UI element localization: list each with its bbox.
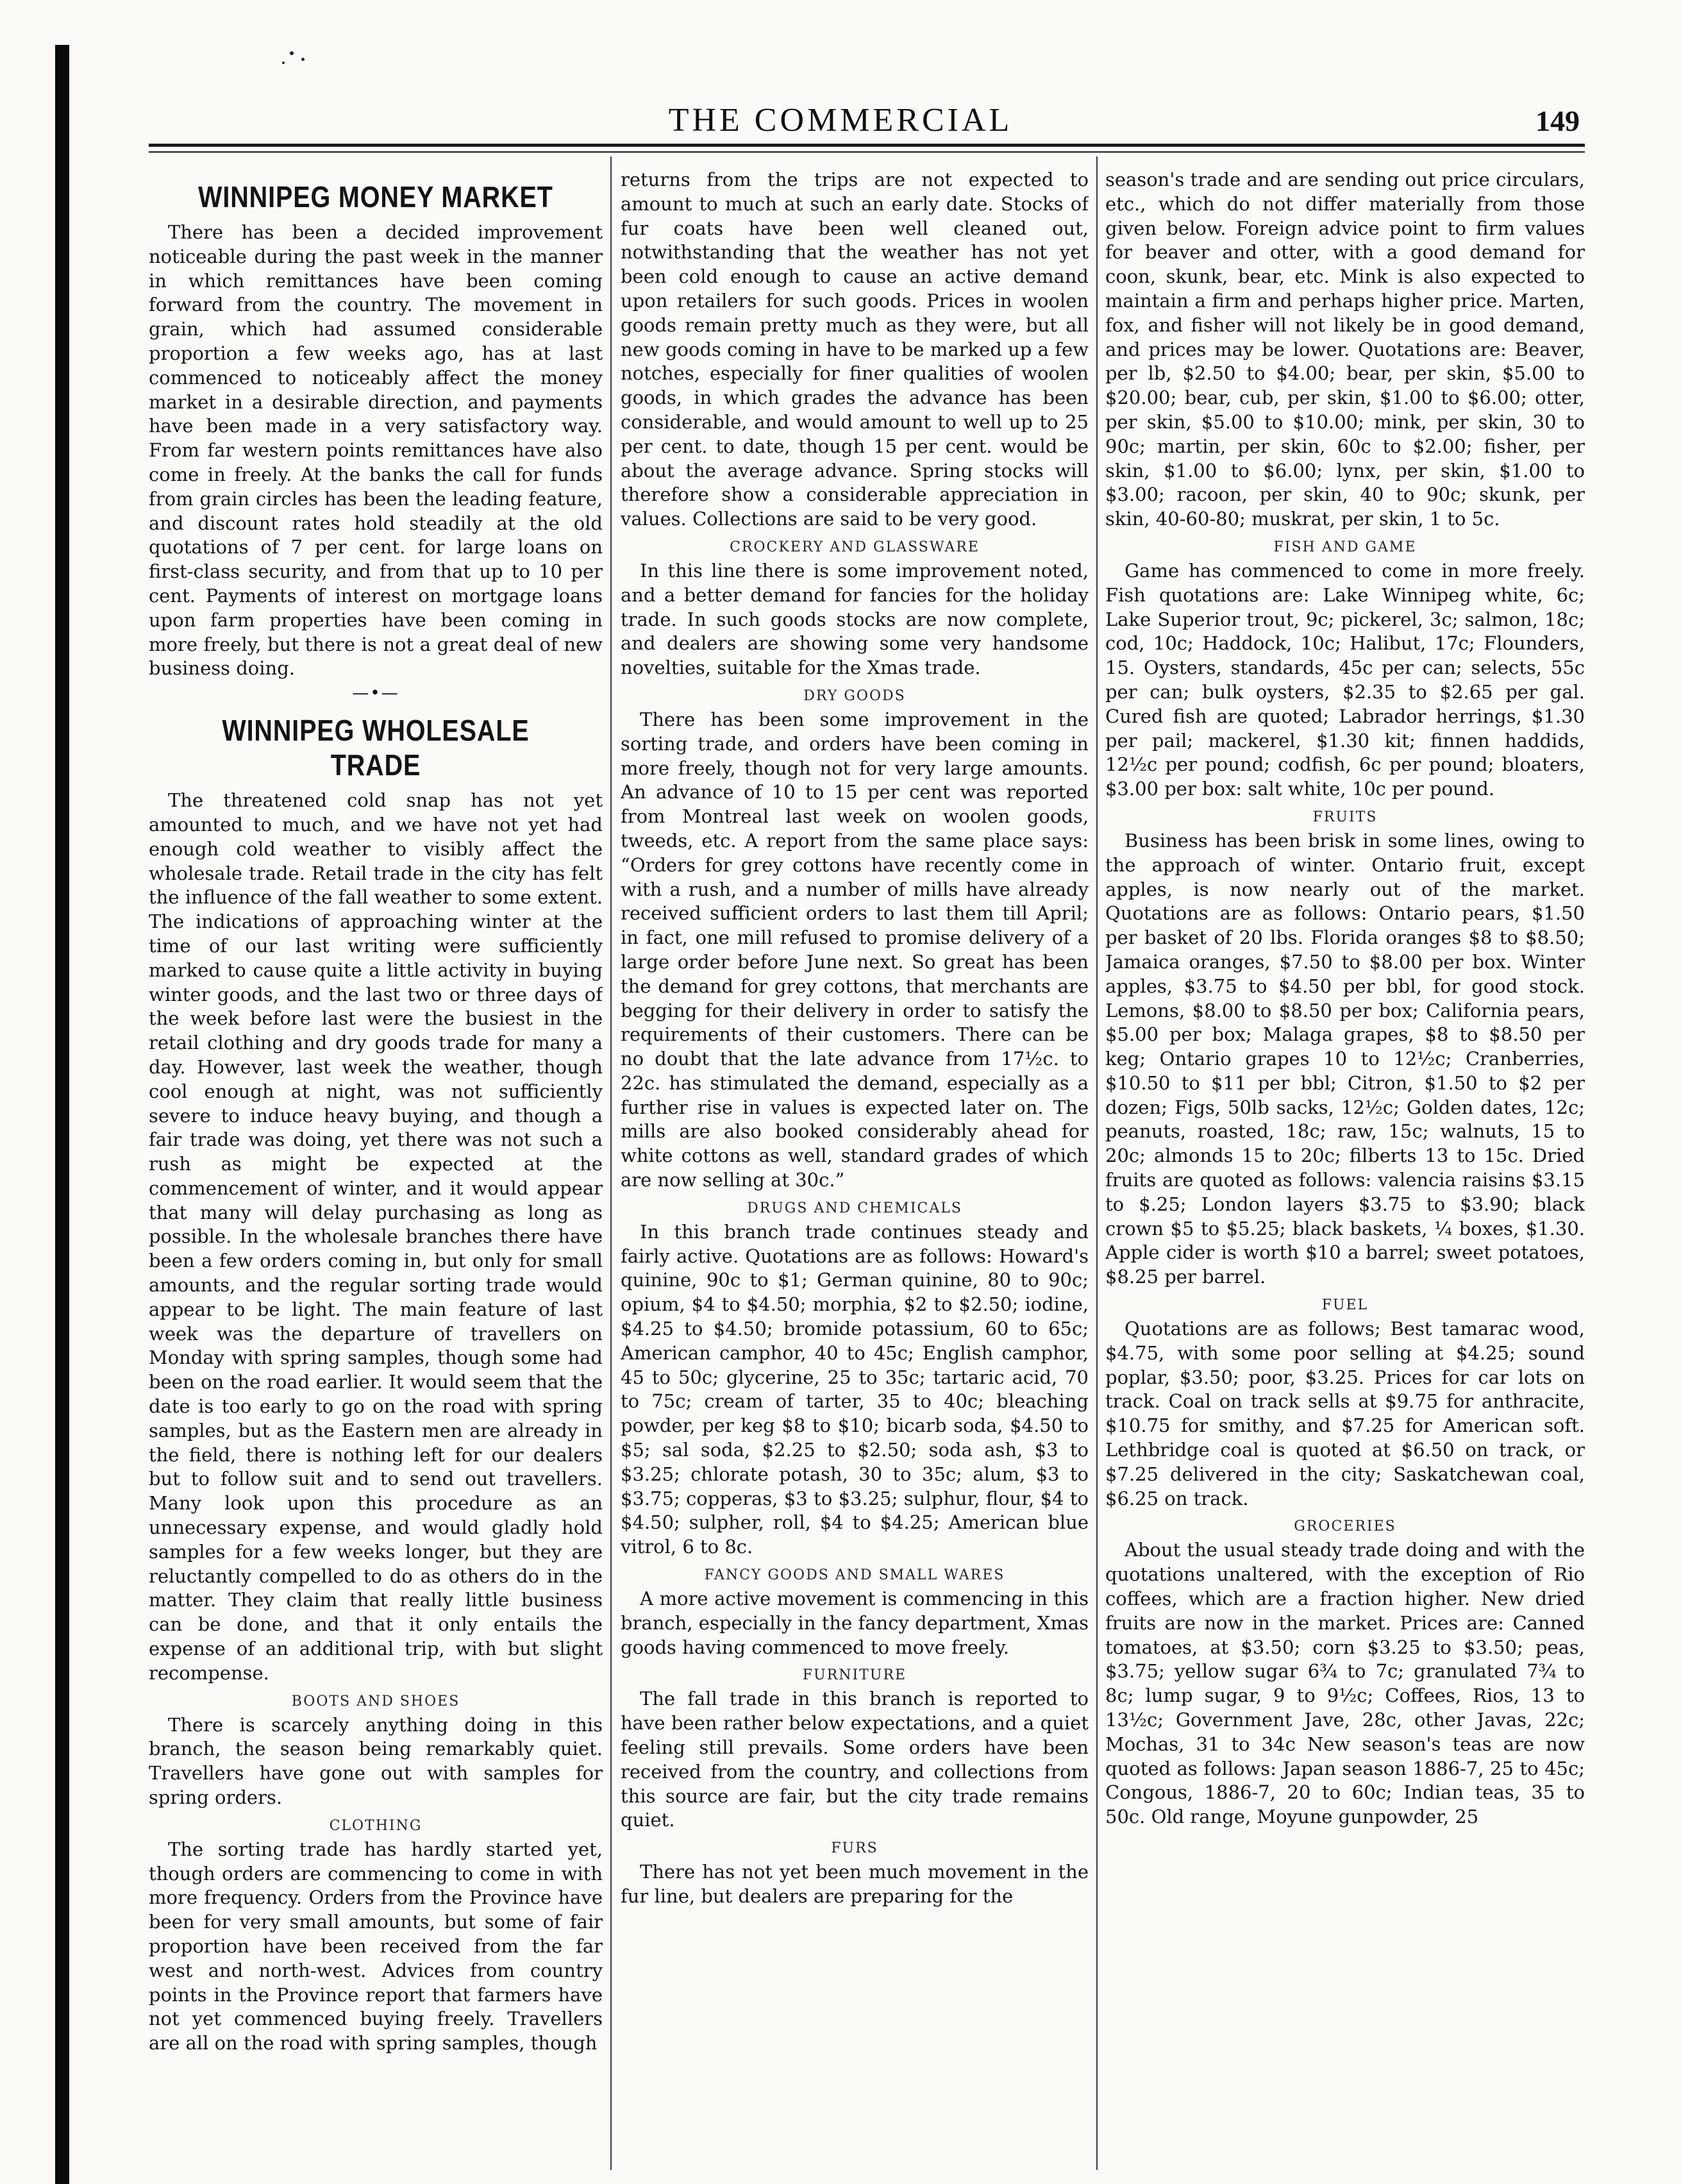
money-market-headline: WINNIPEG MONEY MARKET <box>198 180 553 214</box>
furniture-heading: FURNITURE <box>802 1667 907 1684</box>
fuel-heading: FUEL <box>1321 1297 1369 1314</box>
header-rule-thin <box>149 151 1585 153</box>
dry-goods-heading: DRY GOODS <box>803 687 906 704</box>
crockery-text: In this line there is some improvement noted, and a better demand for fancies for the holiday trade. In such goods stocks are now complete, and dealers are showing some very handsome novelties, suitable for the Xmas trade. <box>621 559 1089 679</box>
groceries-text: About the usual steady trade doing and with the quotations unaltered, with the exception of Rio coffees, which are a fraction higher. New dried fruits are now in the market. Prices are: Canned tomatoes, at $3.50; corn $3.25 to $3.50; peas, $3.75; yellow sugar 6¾ to 7c; granulated 7¾ to 8c; lump sugar, 9 to 9½c; Coffees, Rios, 13 to 13½c; Government Jave, 28c, other Javas, 22c; Mochas, 31 to 34c New season's teas are now quoted as follows: Japan season 1886-7, 25 to 45c; Congous, 1886-7, 20 to 60c; Indian teas, 35 to 50c. Old range, Moyune gunpowder, 25 <box>1105 1539 1585 1828</box>
drugs-text: In this branch trade continues steady and fairly active. Quotations are as follows: Howard's quinine, 90c to $1; German quinine, 80 to 90c; opium, $4 to $4.50; morphia, $2 to $2.50; iodine, $4.25 to $4.50; bromide potassium, 60 to 65c; American camphor, 40 to 45c; English camphor, 45 to 50c; glycerine, 25 to 35c; tartaric acid, 70 to 75c; cream of tarter, 35 to 40c; bleaching powder, per keg $8 to $10; bicarb soda, $4.50 to $5; sal soda, $2.25 to $2.50; soda ash, $3 to $3.25; chlorate potash, 30 to 35c; alum, $3 to $3.75; copperas, $3 to $3.25; sulphur, flour, $4 to $4.50; sulpher, roll, $4 to $4.25; American blue vitrol, 6 to 8c. <box>621 1220 1089 1558</box>
wholesale-trade-headline: WINNIPEG WHOLESALE TRADE <box>222 714 530 782</box>
section-divider: —•— <box>352 684 399 703</box>
page-header-title: THE COMMERCIAL <box>668 102 1013 139</box>
furs-continued-text: season's trade and are sending out price circulars, etc., which do not differ materially from those given below. Foreign advice point to firm values for beaver and otter, with a good demand for coon, skunk, bear, etc. Mink is also expected to maintain a firm and perhaps higher price. Marten, fox, and fisher will not likely be in good demand, and prices may be lower. Quotations are: Beaver, per lb, $2.50 to $4.00; bear, per skin, $5.00 to $20.00; bear, cub, per skin, $1.00 to $6.00; otter, per skin, $5.00 to $10.00; mink, per skin, 30 to 90c; martin, per skin, 60c to $2.00; fisher, per skin, $1.00 to $6.00; lynx, per skin, $1.00 to $3.00; racoon, per skin, 40 to 90c; skunk, per skin, 40-60-80; muskrat, per skin, 1 to 5c. <box>1105 169 1585 530</box>
furniture-text: The fall trade in this branch is reported to have been rather below expectations, and a quiet feeling still prevails. Some orders have been received from the country, and collections from this source are fair, but the city trade remains quiet. <box>621 1688 1089 1831</box>
drugs-heading: DRUGS AND CHEMICALS <box>747 1200 962 1216</box>
column-3 <box>1105 168 1585 2175</box>
fuel-text: Quotations are as follows; Best tamarac wood, $4.75, with some poor selling at $4.25; sound poplar, $3.50; poor, $3.25. Prices for car lots on track. Coal on track sells at $9.75 for anthracite, $10.75 for smithy, and $7.25 for American soft. Lethbridge coal is quoted at $6.50 on track, or $7.25 delivered in the city; Saskatchewan coal, $6.25 on track. <box>1105 1318 1585 1509</box>
furs-heading: FURS <box>831 1840 878 1857</box>
crockery-heading: CROCKERY AND GLASSWARE <box>730 539 980 555</box>
column-2 <box>621 168 1089 2175</box>
ink-speck <box>282 62 285 64</box>
boots-shoes-text: There is scarcely anything doing in this branch, the season being remarkably quiet. Travellers have gone out with samples for spring orders. <box>149 1713 603 1809</box>
fish-game-text: Game has commenced to come in more freely. Fish quotations are: Lake Winnipeg white, 6c; Lake Superior trout, 9c; pickerel, 3c; salmon, 18c; cod, 10c; Haddock, 10c; Halibut, 17c; Flounders, 15. Oysters, standards, 45c per can; selects, 55c per can; bulk oysters, $2.35 to $2.65 per gal. Cured fish are quoted; Labrador herrings, $1.30 per pail; mackerel, $1.30 kit; finnen haddids, 12½c per pound; codfish, 6c per pound; bloaters, $3.00 per box: salt white, 10c per pound. <box>1105 559 1585 800</box>
wholesale-trade-text: The threatened cold snap has not yet amounted to much, and we have not yet had enough cold weather to visibly affect the wholesale trade. Retail trade in the city has felt the influence of the fall weather to some extent. The indications of approaching winter at the time of our last writing were sufficiently marked to cause quite a little activity in buying winter goods, and the last two or three days of the week before last were the busiest in the retail clothing and dry goods trade for many a day. However, last week the weather, though cool enough at night, was not sufficiently severe to induce heavy buying, and though a fair trade was doing, yet there was not such a rush as might be expected at the commencement of winter, and it would appear that many will delay purchasing as long as possible. In the wholesale branches there have been a few orders coming in, but only for small amounts, and the regular sorting trade would appear to be light. The main feature of last week was the departure of travellers on Monday with spring samples, though some had been on the road earlier. It would seem that the date is too early to go on the road with spring samples, but as the Eastern men are already in the field, there is nothing left for our dealers but to follow suit and to send out travellers. Many look upon this procedure as an unnecessary expense, and would gladly hold samples for a few weeks longer, but they are reluctantly compelled to do as others do in the matter. They claim that really little business can be done, and that it only entails the expense of an additional trip, with but slight recompense. <box>149 789 603 1684</box>
dry-goods-text: There has been some improvement in the sorting trade, and orders have been coming in more freely, though not for very large amounts. An advance of 10 to 15 per cent was reported from Montreal last week on woolen goods, tweeds, etc. A report from the same place says: “Orders for grey cottons have recently come in with a rush, and a number of mills have already received sufficient orders to last them till April; in fact, one mill refused to promise delivery of a large order before June next. So great has been the demand for grey cottons, that merchants are begging for their delivery in order to satisfy the requirements of their customers. There can be no doubt that the late advance from 17½c. to 22c. has stimulated the demand, especially as a further rise in values is expected later on. The mills are also booked considerably ahead for white cottons as well, standard grades of which are now selling at 30c.” <box>621 708 1089 1191</box>
page-number: 149 <box>1535 105 1580 137</box>
fancy-goods-text: A more active movement is commencing in this branch, especially in the fancy department, Xmas goods having commenced to move freely. <box>621 1588 1089 1658</box>
column-rule <box>1096 156 1098 2170</box>
column-1 <box>149 168 603 2175</box>
clothing-continued-text: returns from the trips are not expected to amount to much at such an early date. Stocks of fur coats have been well cleaned out, notwithstanding that the weather has not yet been cold enough to cause an active demand upon retailers for such goods. Prices in woolen goods remain pretty much as they were, but all new goods coming in have to be marked up a few notches, especially for finer qualities of woolen goods, in which grades the advance has been considerable, and would amount to well up to 25 per cent. to date, though 15 per cent. would be about the average advance. Spring stocks will therefore show a considerable appreciation in values. Collections are said to be very good. <box>621 169 1089 530</box>
clothing-heading: CLOTHING <box>329 1817 422 1834</box>
groceries-heading: GROCERIES <box>1294 1518 1396 1535</box>
fruits-text: Business has been brisk in some lines, owing to the approach of winter. Ontario fruit, except apples, is now nearly out of the market. Quotations are as follows: Ontario pears, $1.50 per basket of 20 lbs. Florida oranges $8 to $8.50; Jamaica oranges, $7.50 to $8.00 per box. Winter apples, $3.75 to $4.50 per bbl, for good stock. Lemons, $8.00 to $8.50 per box; California pears, $5.00 per box; Malaga grapes, $8 to $8.50 per keg; Ontario grapes 10 to 12½c; Cranberries, $10.50 to $11 per bbl; Citron, $1.50 to $2 per dozen; Figs, 50lb sacks, 12½c; Golden dates, 12c; peanuts, roasted, 18c; raw, 15c; walnuts, 15 to 20c; almonds 15 to 20c; filberts 13 to 15c. Dried fruits are quoted as follows: valencia raisins $3.15 to $.25; London layers $3.75 to $3.90; black crown $5 to $5.25; black baskets, ¼ boxes, $1.30. Apple cider is worth $10 a barrel; sweet potatoes, $8.25 per barrel. <box>1105 829 1585 1288</box>
money-market-text: There has been a decided improvement noticeable during the past week in the manner in which remittances have been coming forward from the country. The movement in grain, which had assumed considerable proportion a few weeks ago, has at last commenced to noticeably affect the money market in a desirable direction, and payments have been made in a very satisfactory way. From far western points remittances have also come in freely. At the banks the call for funds from grain circles has been the leading feature, and discount rates hold steadily at the old quotations of 7 per cent. for large loans on first-class security, and from that up to 10 per cent. Payments of interest on mortgage loans upon farm properties have been coming in more freely, but there is not a great deal of new business doing. <box>149 221 603 680</box>
boots-shoes-heading: BOOTS AND SHOES <box>291 1693 460 1709</box>
binding-edge <box>55 45 69 2184</box>
column-rule <box>610 156 612 2170</box>
fancy-goods-heading: FANCY GOODS AND SMALL WARES <box>704 1567 1005 1584</box>
ink-speck <box>301 58 305 61</box>
ink-speck <box>290 51 294 55</box>
fish-game-heading: FISH AND GAME <box>1273 539 1417 555</box>
clothing-text: The sorting trade has hardly started yet, though orders are commencing to come in with more frequency. Orders from the Province have been for very small amounts, but some of fair proportion have been received from the far west and north-west. Advices from country points in the Province report that farmers have not yet commenced buying freely. Travellers are all on the road with spring samples, though <box>149 1838 603 2054</box>
header-rule-thick <box>149 144 1585 147</box>
furs-text: There has not yet been much movement in the fur line, but dealers are preparing for the <box>621 1861 1089 1907</box>
fruits-heading: FRUITS <box>1312 809 1378 825</box>
